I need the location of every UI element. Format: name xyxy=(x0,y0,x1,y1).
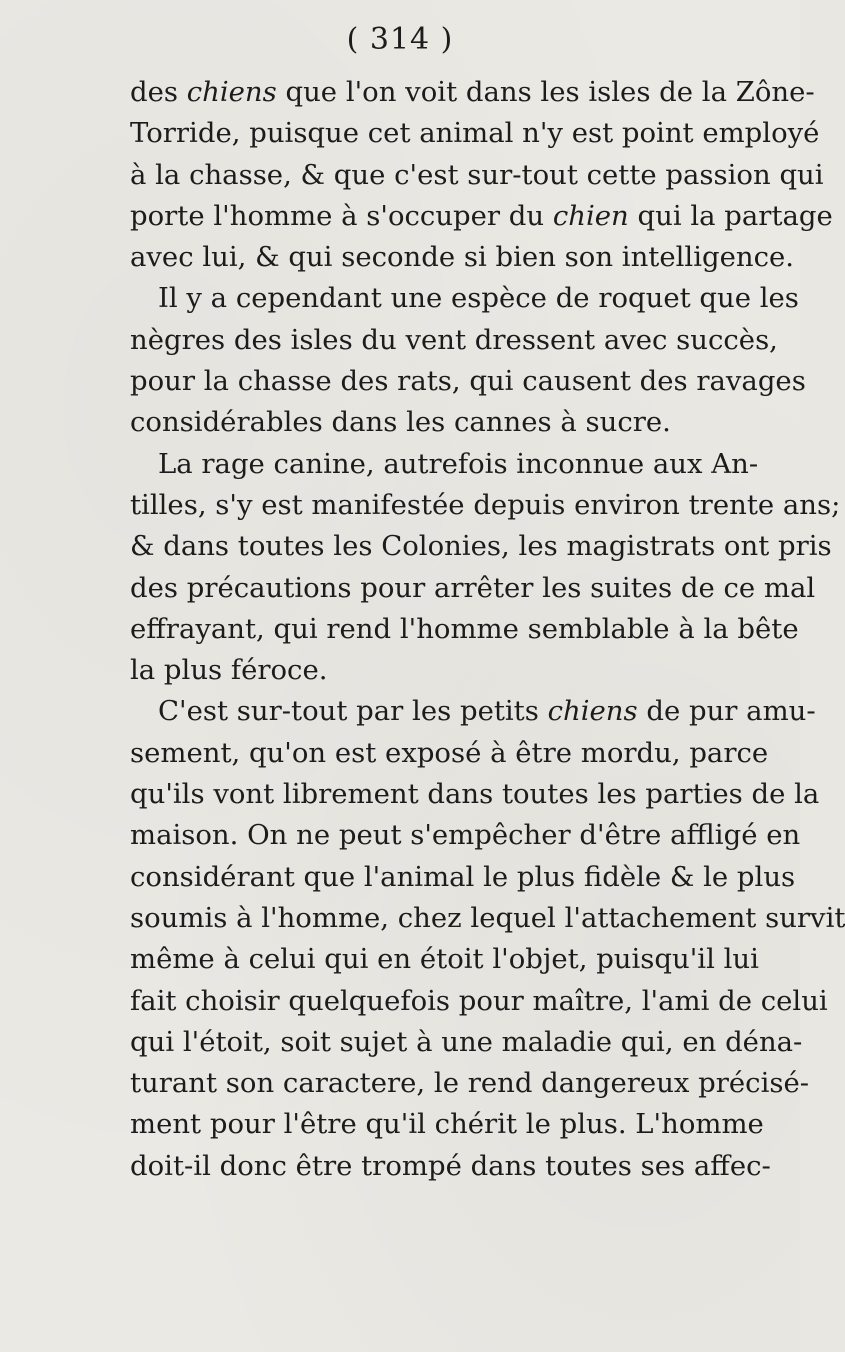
text-line xyxy=(130,113,820,154)
text-run: qui la partage xyxy=(628,199,833,232)
text-line xyxy=(130,815,801,856)
text-run: C'est sur-tout par les petits xyxy=(158,695,548,728)
body-text xyxy=(130,72,845,1187)
text-line xyxy=(130,361,806,402)
text-line xyxy=(130,733,769,774)
text-run: ment pour l'être qu'il chérit le plus. L'homme xyxy=(130,1108,764,1141)
paragraph xyxy=(130,278,806,443)
text-line xyxy=(130,774,820,815)
text-run: effrayant, qui rend l'homme semblable à la bête xyxy=(130,612,799,645)
text-line xyxy=(130,155,824,196)
text-line xyxy=(130,1022,803,1063)
text-run: des xyxy=(130,76,187,108)
text-run: la plus féroce. xyxy=(130,654,328,687)
text-line xyxy=(130,526,832,567)
text-line xyxy=(130,857,796,898)
text-line xyxy=(130,898,845,939)
text-line xyxy=(130,691,816,732)
page-number: ( 314 ) xyxy=(346,22,454,57)
text-run: fait choisir quelquefois pour maître, l'ami de celui xyxy=(130,984,828,1017)
text-run: turant son caractere, le rend dangereux précisé- xyxy=(130,1067,810,1100)
text-line xyxy=(130,568,816,609)
text-run: soumis à l'homme, chez lequel l'attachement survit xyxy=(130,901,845,934)
text-line xyxy=(130,981,828,1022)
italic-word: chien xyxy=(552,199,629,232)
text-run: maison. On ne peut s'empêcher d'être affligé en xyxy=(130,819,801,852)
text-run: même à celui qui en étoit l'objet, puisqu'il lui xyxy=(130,943,759,976)
text-run: considérant que l'animal le plus fidèle & le plus xyxy=(130,860,796,893)
italic-word: chiens xyxy=(547,695,638,728)
paragraph xyxy=(130,691,845,1187)
text-run: La rage canine, autrefois inconnue aux An- xyxy=(158,447,759,480)
text-run: avec lui, & qui seconde si bien son intelligence. xyxy=(130,241,795,274)
text-line xyxy=(130,609,799,650)
text-run: considérables dans les cannes à sucre. xyxy=(130,406,671,439)
text-run: porte l'homme à s'occuper du xyxy=(130,199,553,232)
text-line xyxy=(130,1063,810,1104)
text-line xyxy=(130,1104,764,1145)
paragraph xyxy=(130,72,833,278)
text-run: à la chasse, & que c'est sur-tout cette passion qui xyxy=(130,158,824,191)
text-run: des précautions pour arrêter les suites de ce mal xyxy=(130,571,816,604)
text-run: doit-il donc être trompé dans toutes ses affec- xyxy=(130,1149,771,1182)
text-line xyxy=(130,72,815,113)
text-line xyxy=(130,402,758,443)
text-run: de pur amu- xyxy=(637,695,816,728)
text-run: que l'on voit dans les isles de la Zône- xyxy=(276,76,815,108)
text-run: pour la chasse des rats, qui causent des ravages xyxy=(130,365,806,398)
text-line xyxy=(130,237,795,278)
text-line xyxy=(130,278,799,319)
text-run: qu'ils vont librement dans toutes les parties de la xyxy=(130,778,820,811)
text-line xyxy=(130,320,778,361)
text-run: qui l'étoit, soit sujet à une maladie qui, en déna- xyxy=(130,1025,803,1058)
text-line xyxy=(130,939,758,980)
italic-word: chiens xyxy=(186,76,277,108)
text-run: sement, qu'on est exposé à être mordu, parce xyxy=(130,736,769,769)
text-line xyxy=(130,650,758,691)
text-line xyxy=(130,196,833,237)
text-run: & dans toutes les Colonies, les magistrats ont pris xyxy=(130,530,832,563)
text-line xyxy=(130,444,758,485)
text-line xyxy=(130,1146,771,1187)
text-run: tilles, s'y est manifestée depuis environ trente ans; xyxy=(130,488,841,521)
paragraph xyxy=(130,444,841,692)
text-run: Il y a cependant une espèce de roquet que les xyxy=(158,282,799,315)
text-run: Torride, puisque cet animal n'y est point employé xyxy=(130,117,820,150)
text-run: nègres des isles du vent dressent avec succès, xyxy=(130,323,778,356)
text-line xyxy=(130,485,841,526)
